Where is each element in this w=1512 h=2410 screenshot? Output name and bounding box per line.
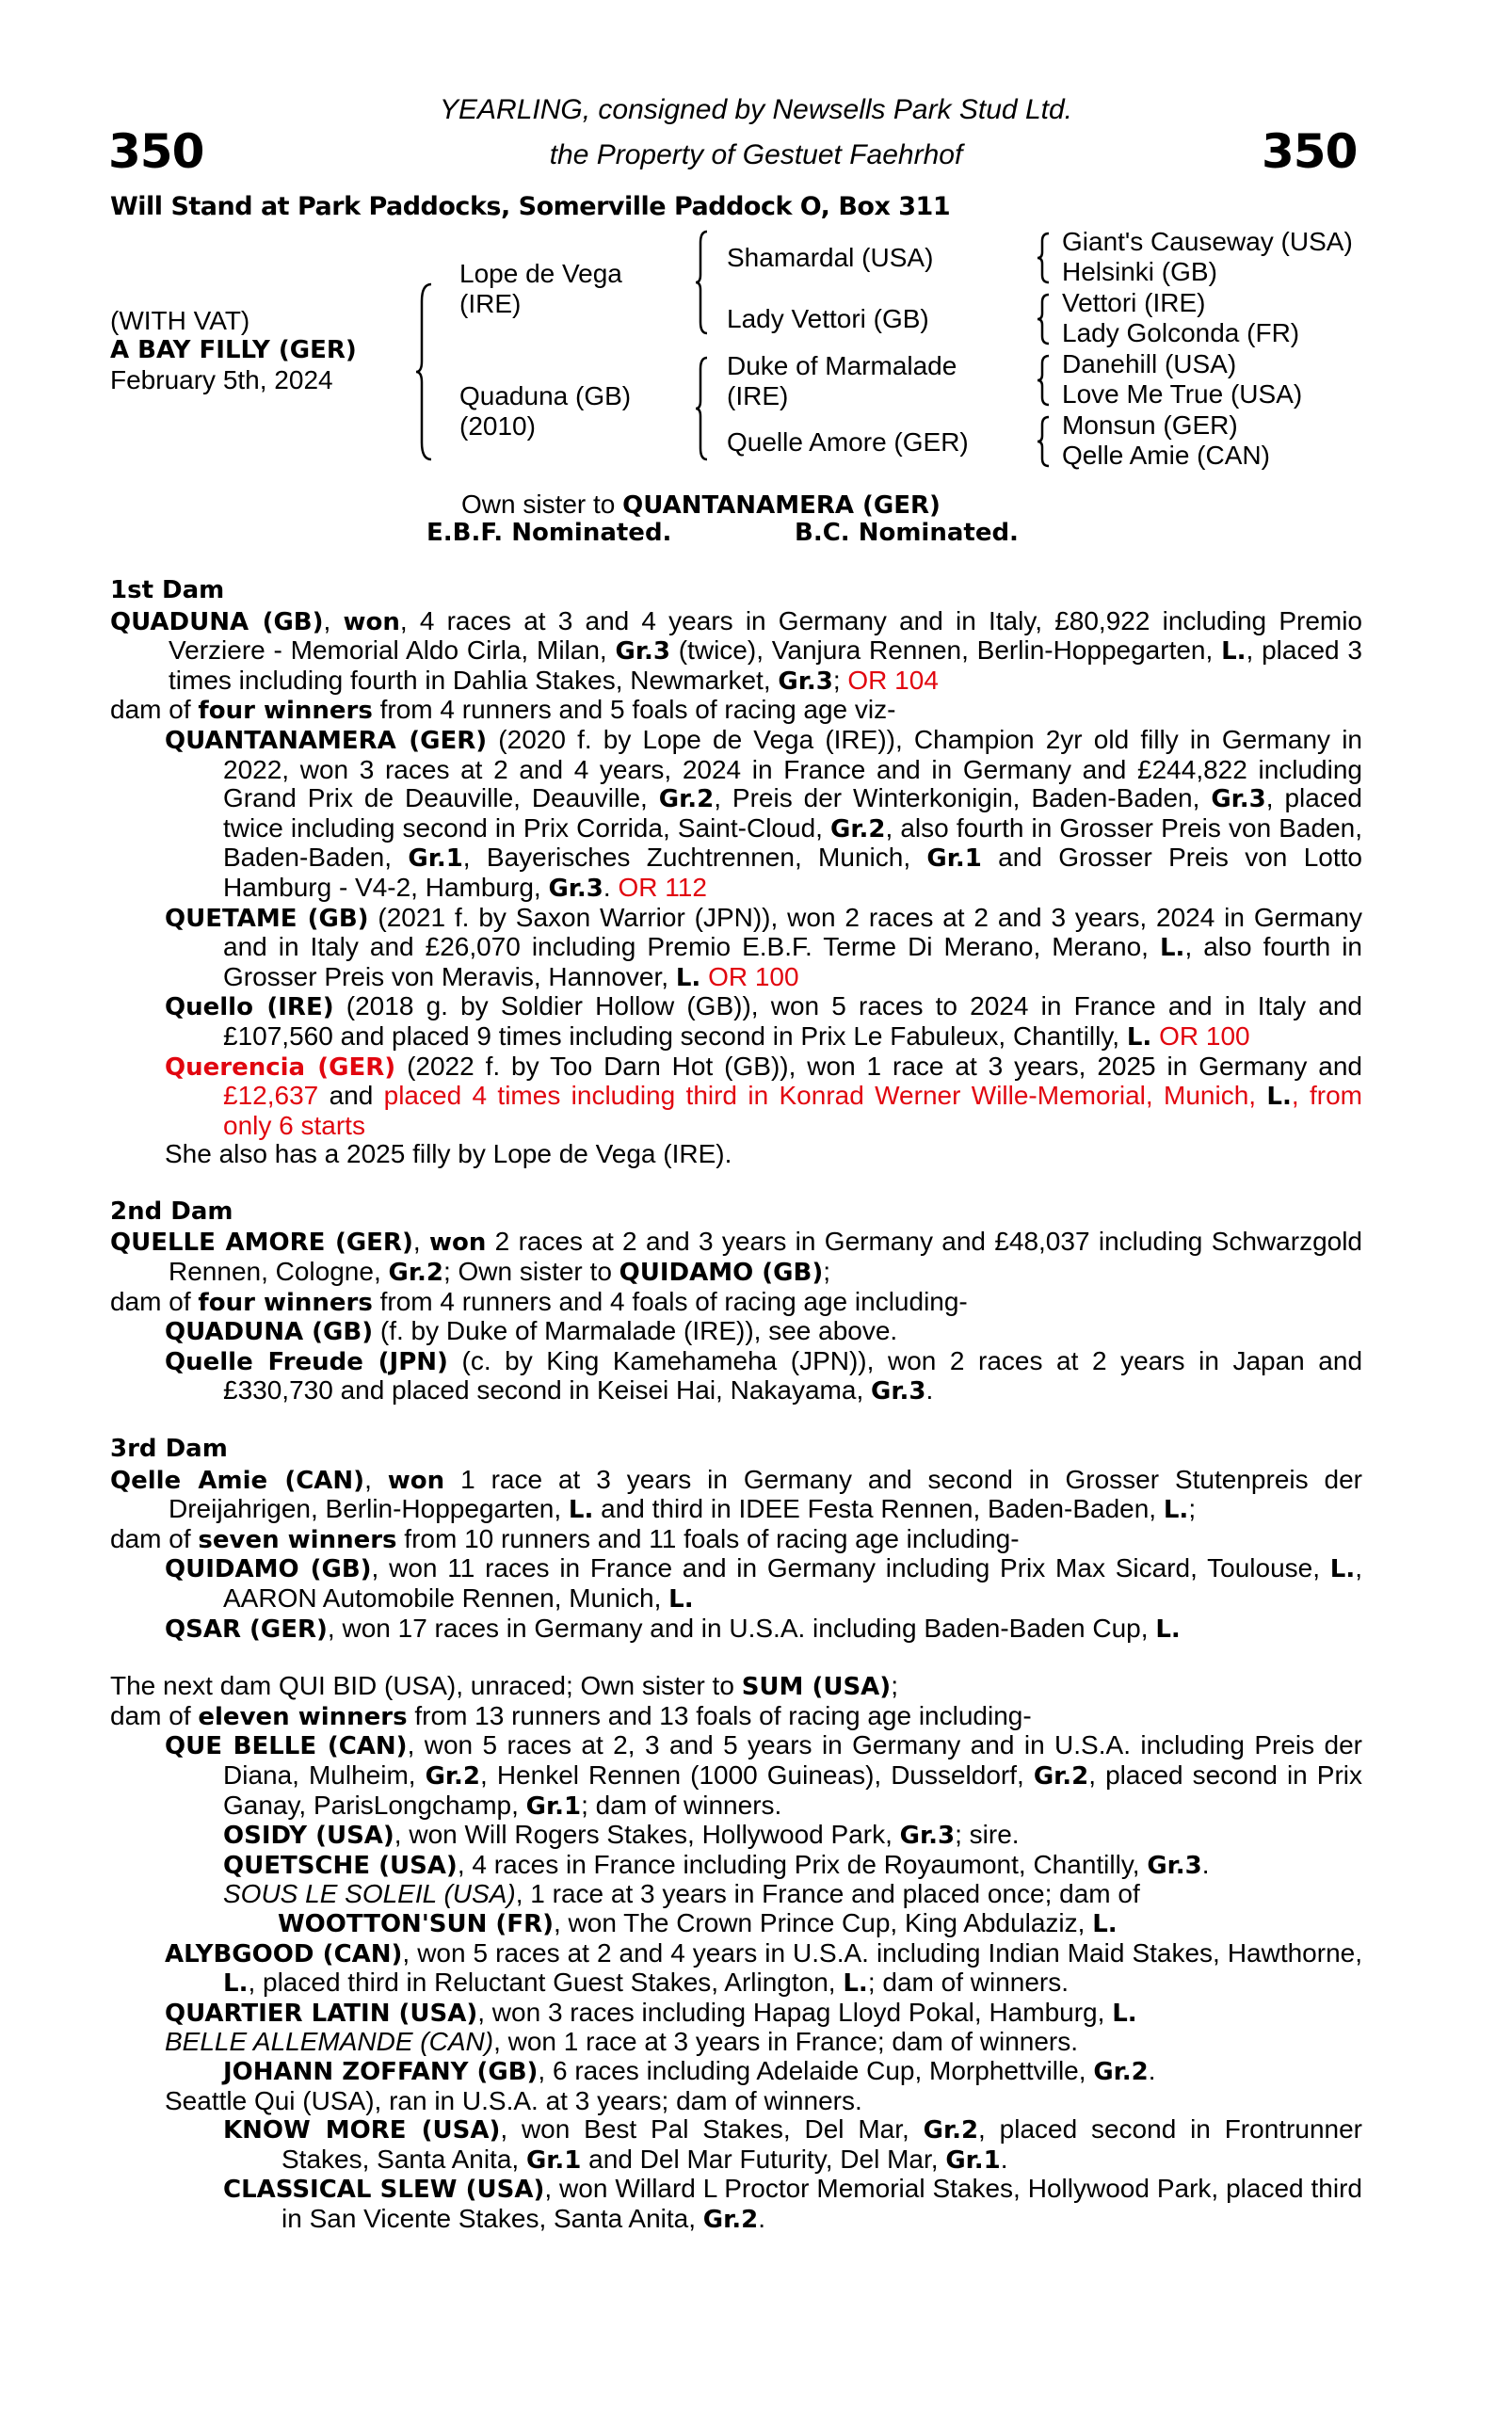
sire-dam: Lady Vettori (GB) — [727, 304, 929, 333]
dam-sire-country: (IRE) — [727, 381, 789, 410]
bold-text: QUARTIER LATIN (USA) — [165, 1999, 478, 2028]
text-run — [700, 962, 708, 991]
produce-entry — [165, 1731, 1362, 1821]
text-run: . — [1000, 2144, 1008, 2174]
text-run: and Grosser Preis von Lotto Hamburg - V4-2, Hamburg, — [223, 843, 1362, 902]
own-sister-prefix: Own sister to — [461, 490, 623, 519]
produce-entry — [165, 1140, 1362, 1169]
produce-entry — [278, 1909, 1362, 1939]
text-run: ; — [891, 1671, 898, 1701]
bold-text: Gr.3 — [1211, 785, 1266, 814]
text-run: from 13 runners and 13 foals of racing age including- — [407, 1700, 1032, 1730]
text-run: dam of — [110, 1523, 199, 1553]
text-run: ; dam of winners. — [867, 1968, 1070, 1998]
brace-gen1 — [414, 282, 435, 461]
bold-text: won — [428, 1229, 487, 1258]
brace-gen2-dam — [694, 356, 711, 461]
bold-text: QUIDAMO (GB) — [619, 1259, 824, 1288]
brace-gen2-sire — [694, 230, 711, 335]
bold-text: QUADUNA (GB) — [165, 1318, 374, 1347]
brace-gen3-4 — [1036, 415, 1053, 468]
bold-text: Gr.2 — [388, 1259, 443, 1288]
produce-entry — [165, 726, 1362, 904]
highlight-text: OR 112 — [618, 872, 707, 902]
bold-text: four winners — [198, 1288, 373, 1317]
highlight-text: OR 100 — [708, 961, 799, 991]
produce-entry — [165, 1554, 1362, 1614]
bold-text: Gr.2 — [1033, 1761, 1089, 1791]
gen3-horse: Vettori (IRE) — [1062, 288, 1206, 317]
bold-text: won — [387, 1466, 445, 1495]
bold-text: Gr.1 — [408, 844, 463, 874]
bold-text: seven winners — [198, 1525, 397, 1554]
text-run: , placed 3 times including fourth in Dahlia Stakes, Newmarket, — [169, 635, 1362, 695]
bold-text: Gr.1 — [945, 2145, 1001, 2175]
bold-text: L. — [1155, 1615, 1181, 1644]
bold-text: CLASSICAL SLEW (USA) — [223, 2176, 545, 2205]
text-run: , 4 races at 3 and 4 years in Germany and in Italy, £80,922 including Premio Verziere - Memorial Aldo Cirla, Milan, — [169, 605, 1363, 666]
section-heading: 3rd Dam — [110, 1435, 228, 1464]
bold-text: L. — [843, 1969, 868, 1999]
produce-entry — [110, 1525, 1362, 1555]
sire-sire: Shamardal (USA) — [727, 243, 934, 272]
bold-text: Qelle Amie (CAN) — [110, 1466, 365, 1495]
text-run: , 6 races including Adelaide Cup, Morphettville, — [538, 2055, 1094, 2085]
bold-text: QUIDAMO (GB) — [165, 1555, 372, 1584]
section-heading: 1st Dam — [110, 576, 225, 604]
text-run: and — [318, 1081, 384, 1111]
bold-text: Gr.1 — [525, 1791, 582, 1821]
highlight-text: £12,637 — [223, 1081, 319, 1111]
italic-text: BELLE ALLEMANDE (CAN) — [165, 2027, 494, 2057]
bold-text: Gr.2 — [658, 785, 715, 814]
dam-section — [110, 1197, 1362, 1406]
bold-text: L. — [1221, 637, 1247, 667]
bold-text: WOOTTON'SUN (FR) — [278, 1909, 554, 1938]
produce-entry — [165, 904, 1362, 993]
gen3-horse: Helsinki (GB) — [1062, 257, 1217, 286]
text-run: . — [758, 2203, 765, 2233]
text-run: . — [1201, 1849, 1210, 1879]
text-run: . — [1148, 2055, 1156, 2085]
text-run: , 4 races in France including Prix de Royaumont, Chantilly, — [457, 1849, 1148, 1879]
gen3-horse: Danehill (USA) — [1062, 349, 1237, 378]
bold-text: Gr.3 — [778, 667, 833, 696]
brace-gen3-2 — [1036, 293, 1053, 345]
bold-text: Gr.3 — [548, 874, 603, 903]
text-run: ; — [823, 1257, 830, 1287]
bold-text: ALYBGOOD (CAN) — [165, 1939, 403, 1968]
text-run: . — [603, 872, 619, 902]
produce-entry — [110, 1672, 1362, 1702]
produce-entry — [110, 607, 1362, 697]
text-run: , Bayerisches Zuchtrennen, Munich, — [462, 843, 927, 873]
text-run: , also fourth in Grosser Preis von Baden, Baden-Baden, — [223, 812, 1362, 873]
gen3-horse: Giant's Causeway (USA) — [1062, 227, 1353, 256]
text-run: , won 5 races at 2, 3 and 5 years in Germany and in U.S.A. including Preis der Diana, Mulheim, — [223, 1730, 1363, 1790]
dam-name: Quaduna (GB) — [459, 381, 632, 410]
italic-text: SOUS LE SOLEIL (USA) — [223, 1879, 516, 1909]
text-run: , placed second in Prix Ganay, ParisLongchamp, — [223, 1759, 1362, 1820]
text-run: ; dam of winners. — [581, 1790, 782, 1820]
bold-text: Gr.2 — [702, 2205, 759, 2234]
bold-text: QUELLE AMORE (GER) — [110, 1229, 413, 1258]
text-run: , won 3 races including Hapag Lloyd Pokal, Hamburg, — [477, 1997, 1113, 2027]
text-run: ; — [1188, 1494, 1197, 1524]
text-run: and Del Mar Futurity, Del Mar, — [581, 2144, 946, 2174]
text-run: , Preis der Winterkonigin, Baden-Baden, — [714, 783, 1212, 813]
text-run: dam of — [110, 695, 199, 725]
bold-text: L. — [675, 963, 701, 992]
text-run: from 10 runners and 11 foals of racing age including- — [396, 1523, 1020, 1553]
dam-section — [110, 1672, 1362, 2234]
text-run: ; sire. — [955, 1820, 1020, 1850]
bold-text: Gr.2 — [923, 2116, 979, 2145]
text-run: dam of — [110, 1700, 199, 1730]
bold-text: L. — [1126, 1022, 1152, 1052]
produce-entry — [165, 1999, 1362, 2029]
bold-text: OSIDY (USA) — [223, 1822, 394, 1851]
text-run: and third in IDEE Festa Rennen, Baden-Baden, — [593, 1494, 1164, 1524]
highlight-text: , from only 6 starts — [223, 1081, 1363, 1140]
text-run: dam of — [110, 1286, 199, 1316]
produce-entry — [165, 1347, 1362, 1406]
produce-entry — [223, 1851, 1362, 1881]
bold-text: Gr.3 — [1147, 1851, 1202, 1880]
produce-entry — [223, 1880, 1362, 1909]
produce-entry — [110, 1288, 1362, 1318]
produce-entry — [223, 2057, 1362, 2087]
text-run: from 4 runners and 5 foals of racing age viz- — [372, 695, 896, 725]
bold-text: Gr.2 — [1093, 2057, 1149, 2086]
bold-text: L. — [668, 1585, 694, 1614]
bold-text: L. — [1159, 934, 1185, 963]
text-run: , won The Crown Prince Cup, King Abdulaziz, — [553, 1907, 1093, 1937]
bold-text: Gr.3 — [899, 1822, 956, 1851]
bold-text: L. — [1163, 1496, 1189, 1525]
text-run: She also has a 2025 filly by Lope de Vega (IRE). — [165, 1139, 732, 1169]
bold-text: QUANTANAMERA (GER) — [165, 726, 488, 755]
text-run: , placed third in Reluctant Guest Stakes, Arlington, — [248, 1968, 844, 1998]
gen3-horse: Monsun (GER) — [1062, 410, 1238, 440]
bold-text: QUE BELLE (CAN) — [165, 1732, 408, 1761]
text-run: , won 11 races in France and in Germany including Prix Max Sicard, Toulouse, — [371, 1553, 1330, 1583]
text-run: , — [364, 1464, 388, 1494]
bold-text: QUETAME (GB) — [165, 904, 369, 933]
bold-text: won — [343, 607, 400, 636]
vat-label: (WITH VAT) — [110, 306, 250, 335]
gen3-horse: Love Me True (USA) — [1062, 379, 1303, 409]
produce-entry — [165, 1615, 1362, 1645]
text-run: , Henkel Rennen (1000 Guineas), Dusseldorf, — [480, 1759, 1034, 1790]
bold-text: QUADUNA (GB) — [110, 607, 324, 636]
text-run: , placed second in Frontrunner Stakes, Santa Anita, — [281, 2114, 1362, 2174]
dam-dam: Quelle Amore (GER) — [727, 427, 969, 457]
produce-entry — [165, 2087, 1362, 2116]
produce-entry — [223, 2115, 1362, 2175]
text-run — [1151, 1021, 1159, 1051]
text-run: (2018 g. by Soldier Hollow (GB)), won 5 races to 2024 in France and in Italy and £107,560 and placed 9 times including second in Prix Le Fabuleux, Chantilly, — [223, 991, 1362, 1051]
text-run: , 1 race at 3 years in France and placed once; dam of — [515, 1879, 1140, 1909]
text-run: , — [412, 1227, 429, 1257]
bold-text: KNOW MORE (USA) — [223, 2116, 501, 2145]
highlight-text: placed 4 times including third in Konrad Werner Wille-Memorial, Munich, — [383, 1081, 1267, 1111]
bold-text: L. — [223, 1969, 249, 1999]
dam-section — [110, 1435, 1362, 1644]
highlight-text: OR 104 — [847, 665, 939, 695]
produce-entry — [110, 1466, 1362, 1525]
text-run: ; Own sister to — [442, 1257, 619, 1287]
text-run: , placed twice including second in Prix Corrida, Saint-Cloud, — [223, 783, 1362, 843]
brace-gen3-3 — [1036, 354, 1053, 407]
produce-entry — [165, 1939, 1362, 1999]
dam-section — [110, 576, 1362, 1169]
dam-sire-name: Duke of Marmalade — [727, 351, 957, 380]
text-run: , won Willard L Proctor Memorial Stakes, Hollywood Park, placed third in San Vicente Stakes, Santa Anita, — [281, 2174, 1362, 2233]
produce-entry — [165, 2028, 1362, 2057]
sire-name: Lope de Vega — [459, 259, 622, 288]
bold-text: Gr.3 — [871, 1377, 926, 1406]
text-run: (twice), Vanjura Rennen, Berlin-Hoppegarten, — [669, 635, 1222, 666]
lot-horse-name: A BAY FILLY (GER) — [110, 336, 357, 364]
text-run: ; — [832, 665, 848, 695]
bold-text: L. — [1266, 1083, 1292, 1112]
text-run: (2021 f. by Saxon Warrior (JPN)), won 2 races at 2 and 3 years, 2024 in Germany and in Italy and £26,070 including Premio E.B.F. Terme Di Merano, Merano, — [223, 902, 1362, 962]
produce-entry — [110, 1702, 1362, 1732]
bold-text: SUM (USA) — [741, 1673, 892, 1702]
section-heading: 2nd Dam — [110, 1197, 233, 1226]
bold-text: Gr.2 — [830, 814, 886, 844]
bold-text: Quello (IRE) — [165, 993, 334, 1022]
ebf-nominated: E.B.F. Nominated. — [426, 519, 672, 547]
consignor-line: YEARLING, consigned by Newsells Park Stud Ltd. — [440, 94, 1072, 125]
bold-text: Quelle Freude (JPN) — [165, 1347, 448, 1376]
own-sister-name: QUANTANAMERA (GER) — [622, 491, 941, 520]
property-line: the Property of Gestuet Faehrhof — [549, 139, 963, 170]
text-run: The next dam QUI BID (USA), unraced; Own sister to — [110, 1671, 742, 1701]
text-run: , won 5 races at 2 and 4 years in U.S.A. including Indian Maid Stakes, Hawthorne, — [402, 1937, 1362, 1968]
dam-year: (2010) — [459, 411, 536, 441]
text-run: from 4 runners and 4 foals of racing age including- — [372, 1286, 968, 1316]
bc-nominated: B.C. Nominated. — [795, 519, 1019, 547]
bold-text: QSAR (GER) — [165, 1615, 328, 1644]
text-run: 1 race at 3 years in Germany and second in Grosser Stutenpreis der Dreijahrigen, Berlin-Hoppegarten, — [169, 1464, 1362, 1524]
bold-text: Querencia (GER) — [165, 1052, 396, 1082]
produce-entry — [165, 992, 1362, 1052]
bold-text: Gr.1 — [525, 2145, 582, 2175]
lot-number-left: 350 — [108, 124, 204, 179]
stand-location: Will Stand at Park Paddocks, Somerville Paddock O, Box 311 — [110, 192, 951, 221]
foaling-date: February 5th, 2024 — [110, 365, 333, 394]
bold-text: QUETSCHE (USA) — [223, 1851, 458, 1880]
bold-text: L. — [1112, 1999, 1137, 2028]
text-run: , — [323, 605, 344, 635]
bold-text: Gr.2 — [425, 1761, 481, 1791]
bold-text: JOHANN ZOFFANY (GB) — [223, 2057, 539, 2086]
produce-entry — [223, 2175, 1362, 2234]
produce-entry — [110, 696, 1362, 726]
produce-entry — [165, 1317, 1362, 1347]
bold-text: eleven winners — [198, 1702, 408, 1731]
text-run: , won Will Rogers Stakes, Hollywood Park, — [394, 1820, 900, 1850]
pedigree-page-body — [110, 576, 1362, 2234]
text-run: , won Best Pal Stakes, Del Mar, — [500, 2114, 924, 2145]
brace-gen3-1 — [1036, 232, 1053, 284]
bold-text: Gr.3 — [615, 637, 670, 667]
sire-country: (IRE) — [459, 289, 522, 318]
bold-text: Gr.1 — [926, 844, 982, 874]
bold-text: four winners — [198, 697, 373, 726]
text-run: 2 races at 2 and 3 years in Germany and £48,037 including Schwarzgold Rennen, Cologne, — [169, 1227, 1363, 1287]
text-run: , won 17 races in Germany and in U.S.A. including Baden-Baden Cup, — [327, 1613, 1156, 1643]
produce-entry — [165, 1052, 1362, 1141]
gen3-horse: Lady Golconda (FR) — [1062, 318, 1300, 347]
text-run: , AARON Automobile Rennen, Munich, — [223, 1553, 1363, 1613]
highlight-text: OR 100 — [1159, 1020, 1250, 1051]
text-run: , also fourth in Grosser Preis von Meravis, Hannover, — [223, 932, 1363, 991]
bold-text: L. — [568, 1496, 594, 1525]
text-run: (f. by Duke of Marmalade (IRE)), see above. — [373, 1316, 898, 1346]
produce-entry — [110, 1228, 1362, 1287]
text-run: Seattle Qui (USA), ran in U.S.A. at 3 years; dam of winners. — [165, 2085, 862, 2115]
text-run: (c. by King Kamehameha (JPN)), won 2 races at 2 years in Japan and £330,730 and placed second in Keisei Hai, Nakayama, — [223, 1345, 1363, 1406]
gen3-horse: Qelle Amie (CAN) — [1062, 441, 1270, 470]
text-run: (2022 f. by Too Darn Hot (GB)), won 1 race at 3 years, 2025 in Germany and — [395, 1051, 1362, 1081]
bold-text: L. — [1092, 1909, 1118, 1938]
text-run: . — [925, 1375, 934, 1406]
produce-entry — [223, 1821, 1362, 1851]
text-run: (2020 f. by Lope de Vega (IRE)), Champion 2yr old filly in Germany in 2022, won 3 races at 2 and 4 years, 2024 in France and in Germany and £244,822 including Grand Prix de Deauville, Deauville, — [223, 724, 1362, 813]
bold-text: L. — [1329, 1555, 1356, 1584]
lot-number-right: 350 — [1262, 124, 1358, 179]
text-run: , won 1 race at 3 years in France; dam of winners. — [493, 2027, 1079, 2057]
own-sister-note — [461, 490, 941, 520]
